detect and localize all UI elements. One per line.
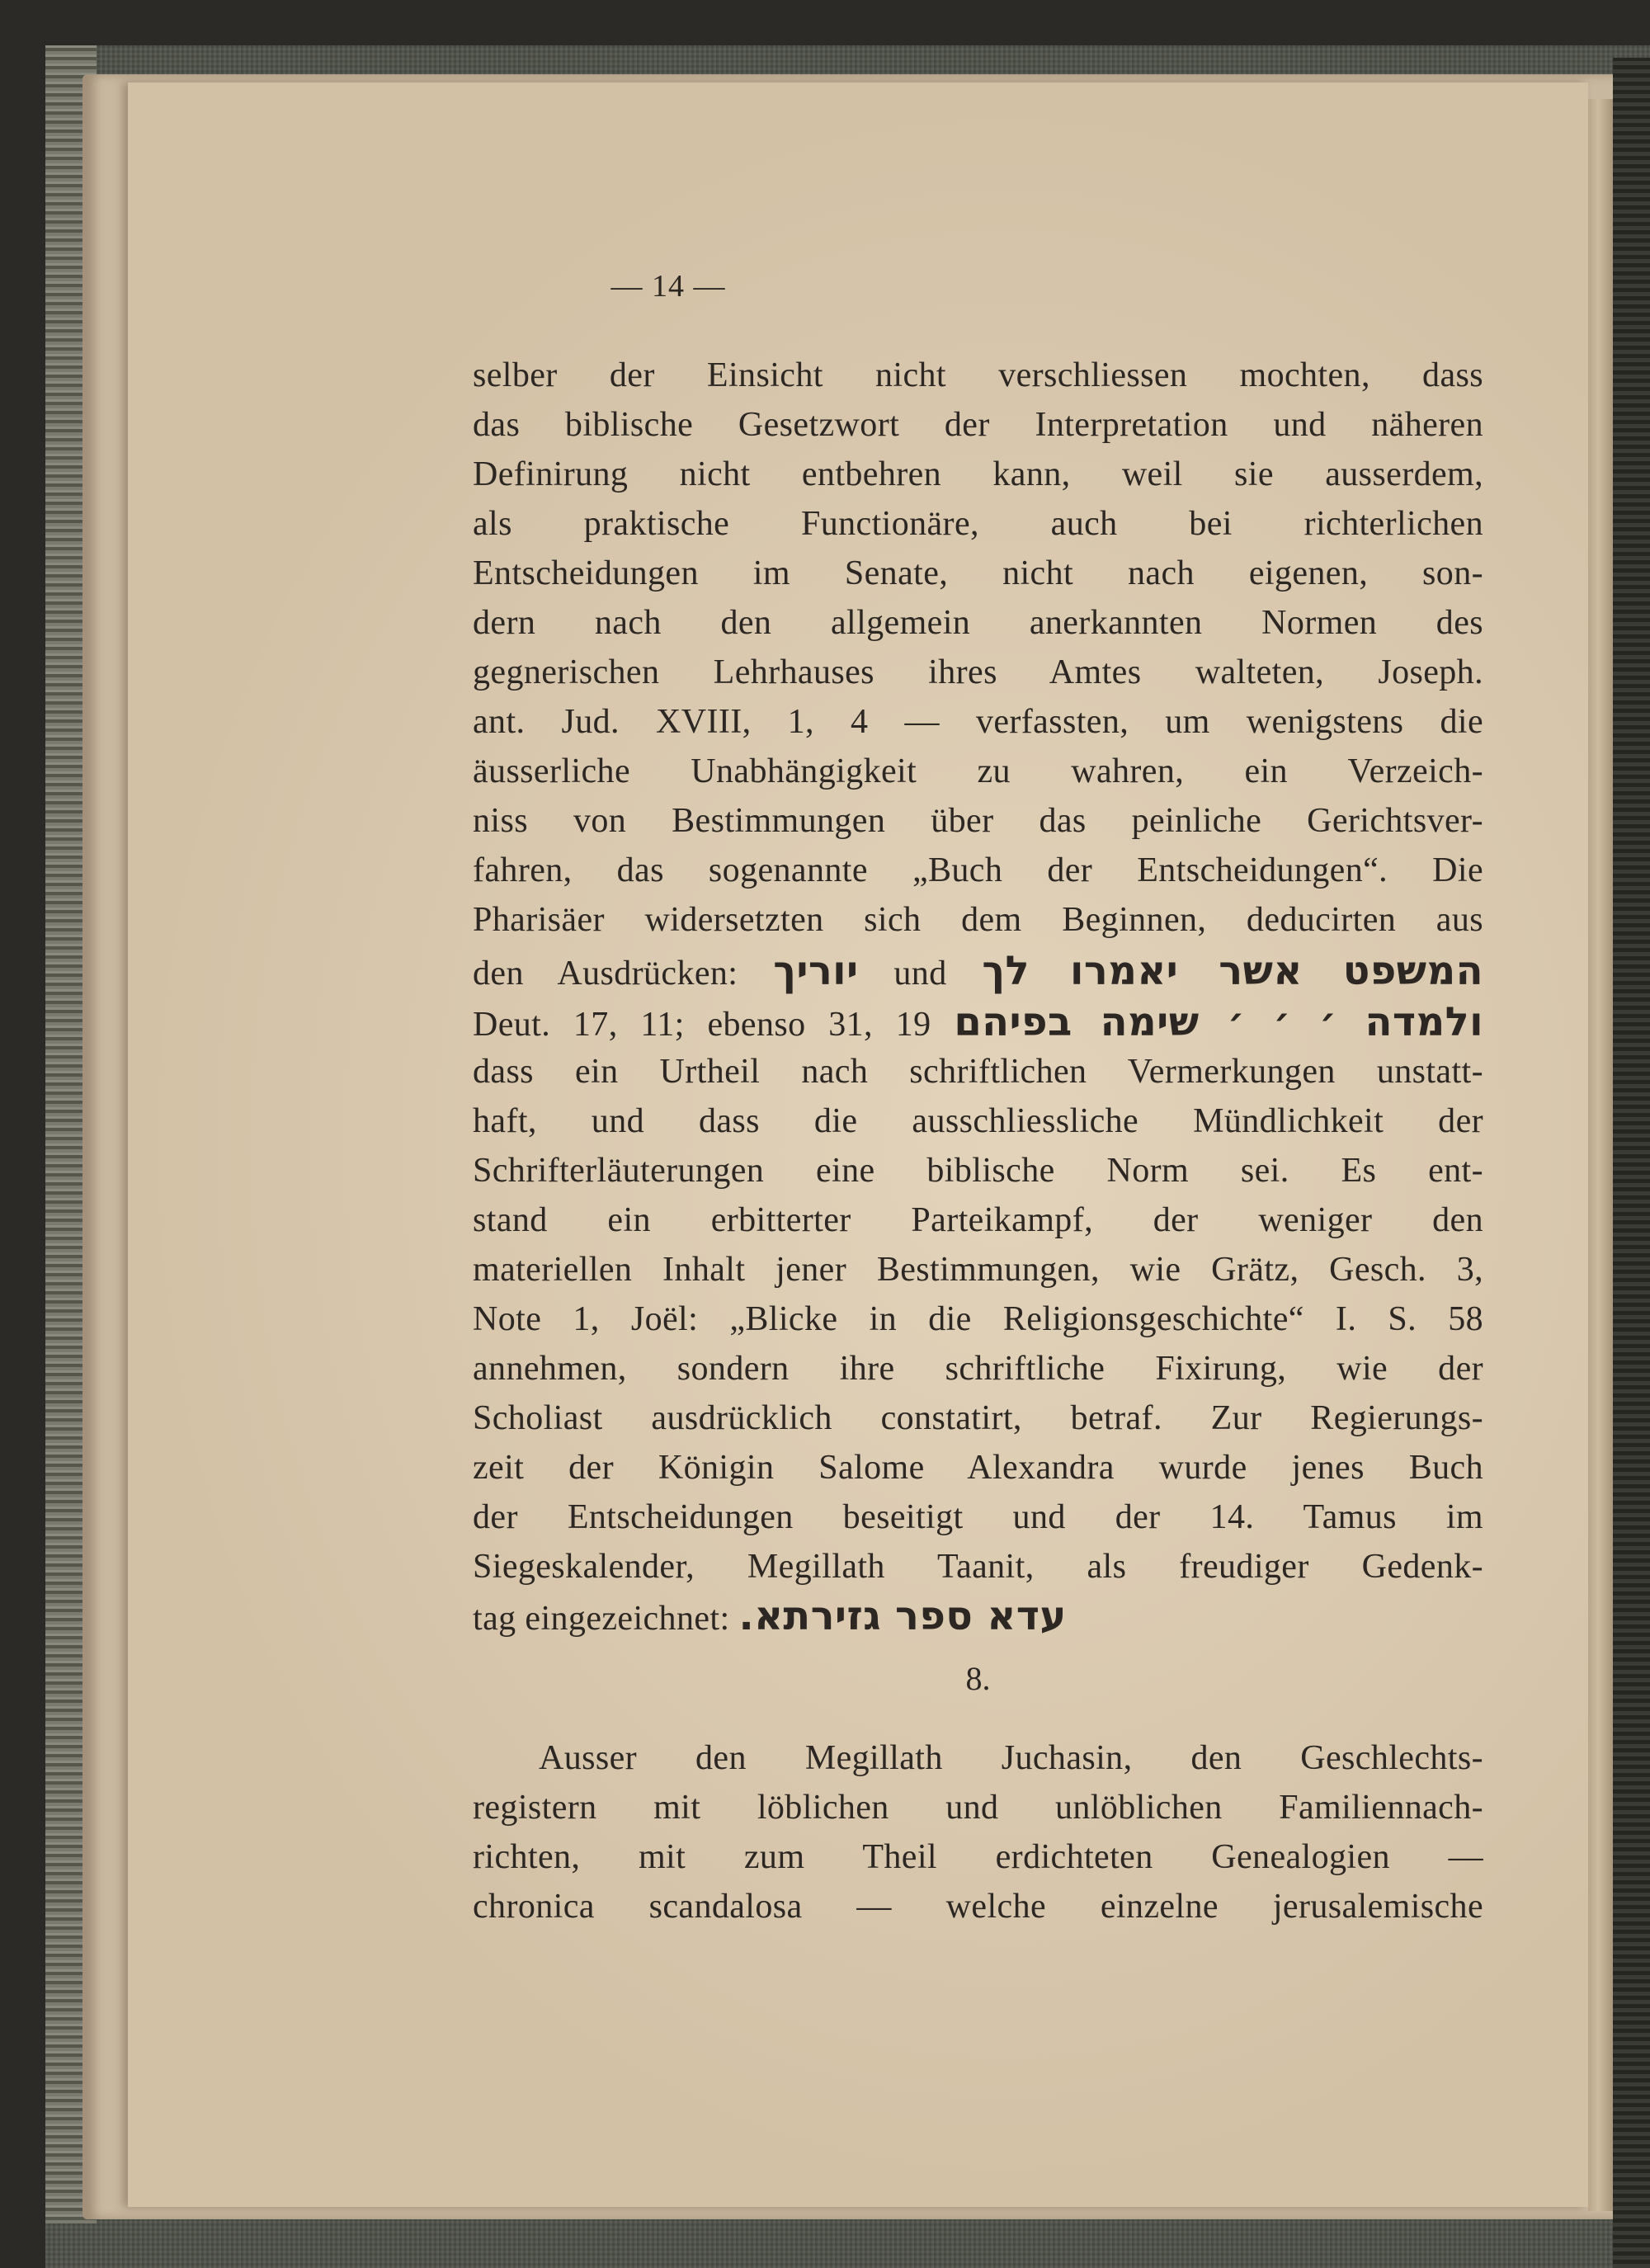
text-line: haft, und dass die ausschliessliche Mündlichkeit der (473, 1102, 1483, 1140)
text-line: zeit der Königin Salome Alexandra wurde jenes Buch (473, 1449, 1483, 1487)
text-line: stand ein erbitterter Parteikampf, der weniger den (473, 1201, 1483, 1239)
hebrew-phrase: ולמדה ׳ ׳ ׳ שימה בפיהם (954, 999, 1483, 1045)
text-line: ant. Jud. XVIII, 1, 4 — verfassten, um wenigstens die (473, 703, 1483, 741)
text-line-hebrew (473, 997, 1483, 1047)
text-line: das biblische Gesetzwort der Interpretation und näheren (473, 406, 1483, 444)
text-line: materiellen Inhalt jener Bestimmungen, wie Grätz, Gesch. 3, (473, 1251, 1483, 1289)
text-line: der Entscheidungen beseitigt und der 14. Tamus im (473, 1498, 1483, 1536)
text-line: als praktische Functionäre, auch bei richterlichen (473, 505, 1483, 543)
text-line: dern nach den allgemein anerkannten Normen des (473, 604, 1483, 642)
text-line: Entscheidungen im Senate, nicht nach eigenen, son- (473, 554, 1483, 592)
page-number: — 14 — (610, 269, 726, 304)
text-line-hebrew (473, 946, 1483, 996)
text-line: chronica scandalosa — welche einzelne jerusalemische (473, 1888, 1483, 1926)
text-line: selber der Einsicht nicht verschliessen mochten, dass (473, 356, 1483, 394)
book-spine (1613, 58, 1650, 2268)
page-right-edge (1588, 99, 1613, 2211)
hebrew-phrase: המשפט אשר יאמרו לך (982, 948, 1483, 994)
text-line: Note 1, Joël: „Blicke in die Religionsgeschichte“ I. S. 58 (473, 1300, 1483, 1338)
text-line: Pharisäer widersetzten sich dem Beginnen, deducirten aus (473, 901, 1483, 939)
hebrew-word: יוריך (773, 948, 859, 994)
text-line: Siegeskalender, Megillath Taanit, als freudiger Gedenk- (473, 1548, 1483, 1586)
text-line: Ausser den Megillath Juchasin, den Geschlechts- (539, 1739, 1483, 1777)
conjunction: und (893, 955, 947, 993)
text-line: richten, mit zum Theil erdichteten Genealogien — (473, 1838, 1483, 1876)
section-number: 8. (965, 1660, 991, 1697)
text-line-hebrew (473, 1591, 1483, 1641)
line-prefix: den Ausdrücken: (473, 955, 738, 993)
text-line: registern mit löblichen und unlöblichen Familiennach- (473, 1789, 1483, 1827)
text-line: Schrifterläuterungen eine biblische Norm sei. Es ent- (473, 1152, 1483, 1190)
text-line: niss von Bestimmungen über das peinliche Gerichtsver- (473, 802, 1483, 840)
text-line: Scholiast ausdrücklich constatirt, betraf. Zur Regierungs- (473, 1399, 1483, 1437)
text-line: fahren, das sogenannte „Buch der Entscheidungen“. Die (473, 851, 1483, 889)
text-line: annehmen, sondern ihre schriftliche Fixirung, wie der (473, 1350, 1483, 1388)
line-prefix: Deut. 17, 11; ebenso 31, 19 (473, 1006, 931, 1044)
text-line: gegnerischen Lehrhauses ihres Amtes walteten, Joseph. (473, 653, 1483, 691)
text-line: dass ein Urtheil nach schriftlichen Vermerkungen unstatt- (473, 1053, 1483, 1091)
line-prefix: tag eingezeichnet: (473, 1600, 730, 1638)
text-line: Definirung nicht entbehren kann, weil sie ausserdem, (473, 455, 1483, 493)
hebrew-phrase: עדא ספר גזירתא. (738, 1593, 1067, 1639)
text-line: äusserliche Unabhängigkeit zu wahren, ein Verzeich- (473, 752, 1483, 790)
